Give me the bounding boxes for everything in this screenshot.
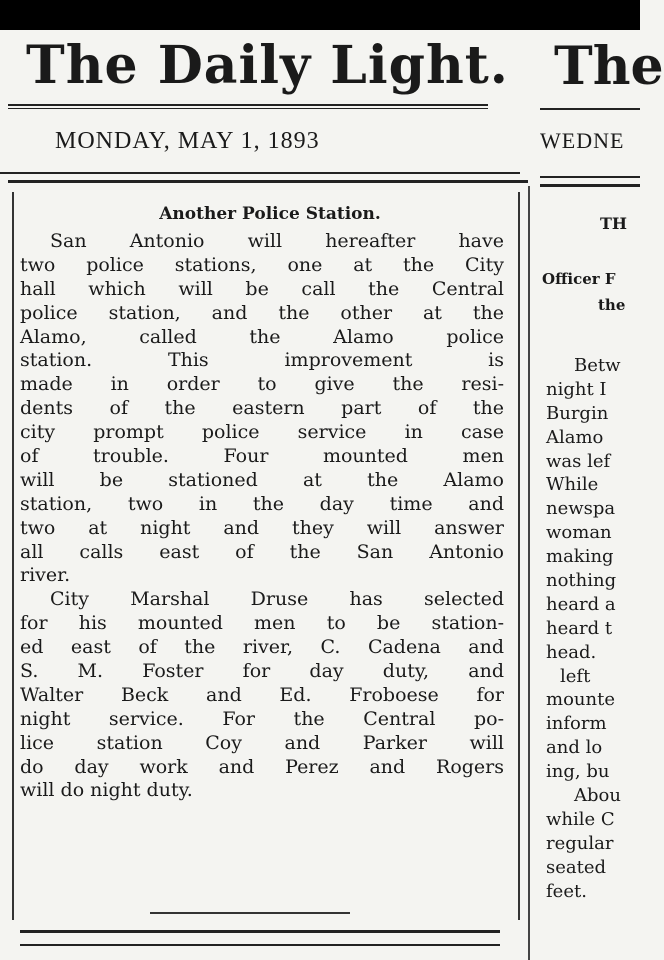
article-line: City Marshal Druse has selected [50,588,504,611]
article-line: city prompt police service in case [20,421,504,444]
article-line: lice station Coy and Parker will [20,731,504,754]
adjacent-dateline-rule [540,176,640,178]
adjacent-dateline-rule-thick [540,184,640,187]
article-line: hall which will be call the Central [20,277,504,300]
adjacent-body-line: and lo [546,737,603,759]
article-line: S. M. Foster for day duty, and [20,660,504,683]
column-divider [528,186,530,960]
adjacent-page-clipped [540,30,664,960]
article-line: San Antonio will hereafter have [50,230,504,252]
adjacent-body-line: night I [546,378,607,400]
adjacent-body-line: woman [546,522,612,544]
adjacent-masthead-rule [540,108,640,110]
article-line: station, two in the day time and [20,492,504,515]
adjacent-body-line: was lef [546,450,611,472]
article-line: of trouble. Four mounted men [20,445,504,468]
bottom-rule-thin [20,944,500,946]
article-line: do day work and Perez and Rogers [20,755,504,778]
article-line: Alamo, called the Alamo police [20,325,504,348]
adjacent-subheading-2: the [598,296,626,314]
adjacent-body-line: making [546,546,614,568]
article-line: river. [20,564,71,587]
article-end-rule [150,912,350,914]
adjacent-body [546,354,621,903]
adjacent-subheading: Officer F [542,270,616,288]
article-line: made in order to give the resi- [20,373,504,396]
article-line: will be stationed at the Alamo [20,468,504,491]
dateline-rule [0,172,520,174]
article-line: station. This improvement is [20,349,504,372]
masthead-rule [8,104,488,106]
article-paragraph-2 [20,588,504,803]
adjacent-body-line: newspa [546,498,616,520]
adjacent-body-line: nothing [546,570,617,592]
article-body [20,230,504,803]
article-line: two police stations, one at the City [20,253,504,276]
top-black-bar [0,0,640,30]
article-line: for his mounted men to be station- [20,612,504,635]
dateline-rule-thick [8,180,528,183]
masthead-rule-thin [8,108,488,109]
adjacent-body-line: inform [546,713,607,735]
adjacent-body-line: while C [546,808,615,830]
adjacent-body-line: Abou [574,785,621,807]
adjacent-body-line: mounte [546,689,615,711]
adjacent-body-line: Alamo [546,426,604,448]
article-line: police station, and the other at the [20,301,504,324]
masthead-title: The Daily Light. [26,35,509,96]
article-line: ed east of the river, C. Cadena and [20,636,504,659]
adjacent-body-line: seated [546,856,607,878]
adjacent-body-line: ing, bu [546,761,610,783]
article-paragraph-1 [20,230,504,588]
adjacent-body-line: feet. [546,880,587,902]
article-line: dents of the eastern part of the [20,397,504,420]
article-line: two at night and they will answer [20,516,504,539]
adjacent-body-line: head. [546,641,597,663]
adjacent-dateline: WEDNE [540,128,625,153]
dateline: MONDAY, MAY 1, 1893 [55,128,320,154]
adjacent-masthead: The [554,36,664,97]
article-line: all calls east of the San Antonio [20,540,504,563]
adjacent-body-line: heard a [546,593,616,615]
adjacent-body-line: regular [546,832,614,854]
article-line: will do night duty. [20,779,193,802]
adjacent-body-line: heard t [546,617,613,639]
adjacent-body-line: While [546,474,599,496]
adjacent-body-line: Betw [574,355,621,376]
article-line: Walter Beck and Ed. Froboese for [20,683,504,706]
article-line: night service. For the Central po- [20,707,504,730]
bottom-rule-thick [20,930,500,933]
adjacent-body-line: Burgin [546,402,609,424]
adjacent-body-line: left [560,665,591,687]
adjacent-heading: TH [600,214,628,233]
article-title: Another Police Station. [159,204,381,224]
